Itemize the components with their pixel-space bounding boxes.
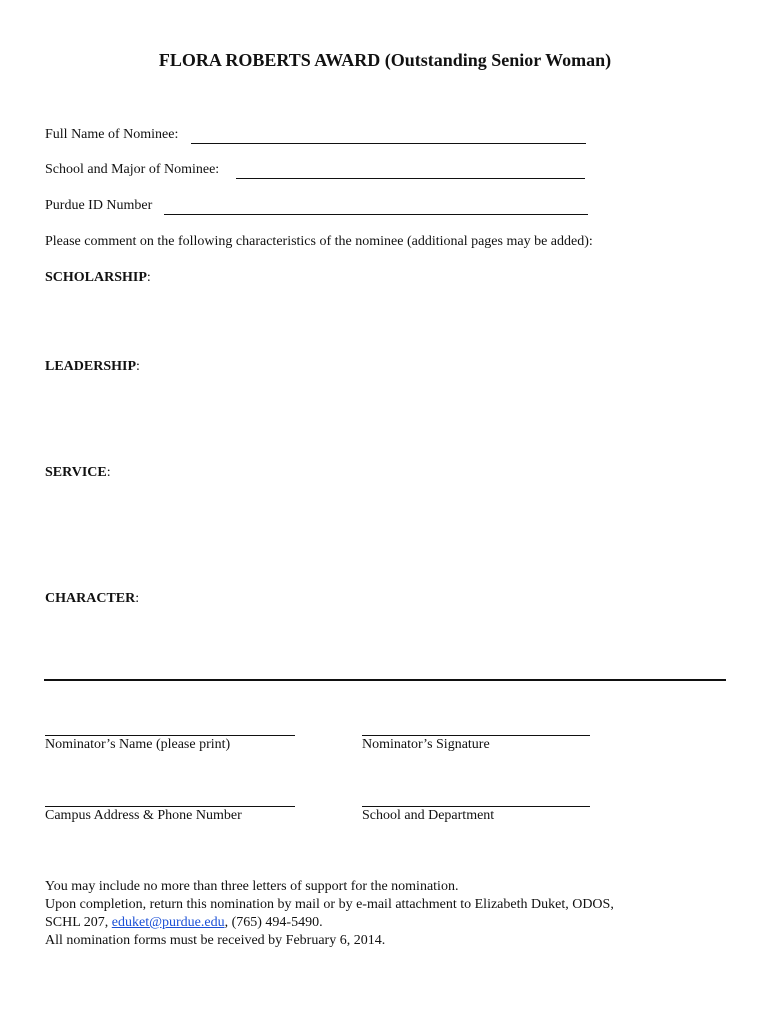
- nominator-signature-label: Nominator’s Signature: [362, 737, 490, 752]
- school-department-label: School and Department: [362, 808, 495, 823]
- scholarship-heading: SCHOLARSHIP: [45, 270, 147, 285]
- instructions-text: Please comment on the following characteristics of the nominee (additional pages may be added):: [45, 234, 593, 249]
- footer-line-3-suffix: , (765) 494-5490.: [224, 915, 323, 930]
- leadership-colon: :: [136, 359, 140, 374]
- school-major-field[interactable]: [236, 178, 585, 179]
- footer-line-3-prefix: SCHL 207,: [45, 915, 112, 930]
- service-comment-area[interactable]: [45, 486, 725, 581]
- scholarship-colon: :: [146, 270, 151, 285]
- school-department-field[interactable]: [362, 806, 590, 807]
- scholarship-comment-area[interactable]: [45, 290, 725, 350]
- section-character: [45, 591, 139, 607]
- leadership-comment-area[interactable]: [45, 380, 725, 455]
- form-title: FLORA ROBERTS AWARD (Outstanding Senior Woman): [158, 50, 612, 70]
- character-heading: CHARACTER: [45, 591, 136, 606]
- full-name-field[interactable]: [191, 143, 586, 144]
- footer-line-4: All nomination forms must be received by February 6, 2014.: [45, 933, 386, 948]
- footer-line-1: You may include no more than three letters of support for the nomination.: [45, 879, 459, 894]
- purdue-id-field[interactable]: [164, 214, 588, 215]
- nominator-name-field[interactable]: [45, 735, 295, 736]
- footer-instructions: [45, 878, 685, 950]
- nominator-name-label: Nominator’s Name (please print): [45, 737, 231, 752]
- section-service: [45, 465, 111, 481]
- nominator-signature-field[interactable]: [362, 735, 590, 736]
- footer-line-3: [45, 914, 685, 932]
- character-comment-area[interactable]: [45, 612, 725, 672]
- purdue-id-label: Purdue ID Number: [45, 198, 153, 213]
- character-colon: :: [135, 591, 140, 606]
- campus-address-field[interactable]: [45, 806, 295, 807]
- school-major-label: School and Major of Nominee:: [45, 162, 220, 177]
- leadership-heading: LEADERSHIP: [45, 359, 137, 374]
- full-name-label: Full Name of Nominee:: [45, 127, 179, 142]
- section-leadership: [45, 359, 140, 375]
- campus-address-label: Campus Address & Phone Number: [45, 808, 242, 823]
- service-heading: SERVICE: [45, 465, 107, 480]
- section-scholarship: [45, 270, 151, 286]
- section-divider: [44, 679, 726, 681]
- service-colon: :: [106, 465, 111, 480]
- email-link[interactable]: eduket@purdue.edu: [111, 915, 225, 930]
- footer-line-2: Upon completion, return this nomination by mail or by e-mail attachment to Elizabeth Duket, ODOS,: [45, 897, 614, 912]
